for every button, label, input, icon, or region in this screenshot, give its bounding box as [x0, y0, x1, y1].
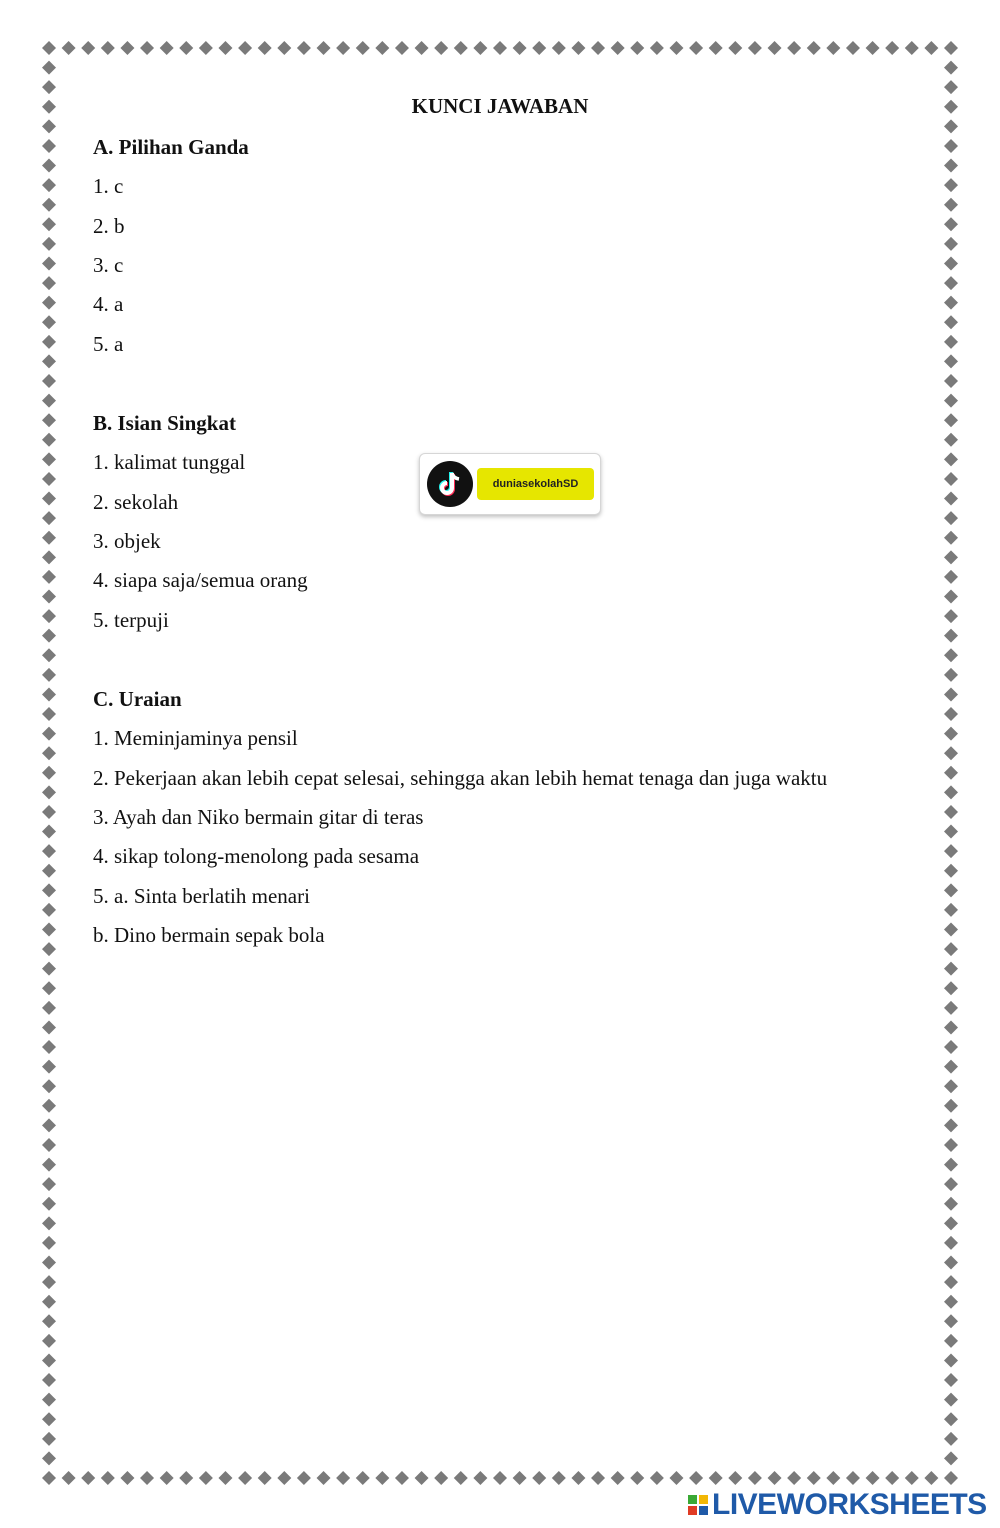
answer-item: 3. objek: [93, 529, 161, 553]
tiktok-badge: [419, 453, 601, 515]
border-diamond: [944, 1451, 958, 1465]
border-diamond: [924, 41, 938, 55]
border-diamond: [944, 1373, 958, 1387]
border-diamond: [944, 178, 958, 192]
border-diamond: [42, 511, 56, 525]
border-diamond: [42, 805, 56, 819]
liveworksheets-brand: LIVEWORKSHEETS: [712, 1488, 987, 1521]
border-diamond: [571, 1471, 585, 1485]
border-diamond: [42, 1295, 56, 1309]
border-diamond: [630, 41, 644, 55]
answer-item: 2. sekolah: [93, 490, 179, 514]
border-diamond: [42, 119, 56, 133]
border-diamond: [120, 1471, 134, 1485]
border-diamond: [81, 41, 95, 55]
border-diamond: [944, 844, 958, 858]
border-diamond: [807, 41, 821, 55]
answer-item: 1. kalimat tunggal: [93, 450, 246, 474]
border-diamond: [42, 1451, 56, 1465]
tiktok-icon: [427, 461, 473, 507]
border-diamond: [944, 315, 958, 329]
answer-item: b. Dino bermain sepak bola: [93, 923, 325, 947]
border-diamond: [42, 648, 56, 662]
border-diamond: [905, 41, 919, 55]
border-diamond: [944, 1079, 958, 1093]
border-diamond: [944, 1334, 958, 1348]
border-diamond: [297, 1471, 311, 1485]
border-diamond: [944, 962, 958, 976]
border-diamond: [317, 41, 331, 55]
border-diamond: [42, 1393, 56, 1407]
border-diamond: [42, 687, 56, 701]
border-diamond: [944, 413, 958, 427]
border-diamond: [905, 1471, 919, 1485]
border-diamond: [42, 1256, 56, 1270]
border-diamond: [454, 41, 468, 55]
border-diamond: [552, 41, 566, 55]
border-diamond: [944, 570, 958, 584]
border-diamond: [650, 1471, 664, 1485]
border-diamond: [944, 354, 958, 368]
border-diamond: [768, 1471, 782, 1485]
border-diamond: [42, 452, 56, 466]
border-diamond: [944, 727, 958, 741]
border-diamond: [42, 570, 56, 584]
border-diamond: [768, 41, 782, 55]
border-diamond: [277, 41, 291, 55]
border-diamond: [513, 1471, 527, 1485]
border-diamond: [866, 1471, 880, 1485]
border-diamond: [532, 1471, 546, 1485]
border-diamond: [611, 41, 625, 55]
border-diamond: [375, 41, 389, 55]
border-diamond: [944, 237, 958, 251]
border-diamond: [42, 1353, 56, 1367]
border-diamond: [924, 1471, 938, 1485]
border-diamond: [944, 256, 958, 270]
border-diamond: [42, 746, 56, 760]
answer-item: 3. Ayah dan Niko bermain gitar di teras: [93, 805, 424, 829]
border-diamond: [944, 61, 958, 75]
border-diamond: [415, 1471, 429, 1485]
border-diamond: [944, 80, 958, 94]
border-diamond: [42, 198, 56, 212]
border-diamond: [415, 41, 429, 55]
border-diamond: [42, 707, 56, 721]
border-diamond: [944, 1353, 958, 1367]
border-diamond: [944, 687, 958, 701]
border-diamond: [42, 276, 56, 290]
border-diamond: [944, 1432, 958, 1446]
border-diamond: [120, 41, 134, 55]
border-diamond: [42, 354, 56, 368]
border-diamond: [709, 41, 723, 55]
border-diamond: [42, 962, 56, 976]
border-diamond: [944, 1060, 958, 1074]
border-diamond: [434, 1471, 448, 1485]
border-diamond: [42, 315, 56, 329]
section-heading-pilihan-ganda: A. Pilihan Ganda: [93, 135, 249, 159]
border-diamond: [42, 531, 56, 545]
border-diamond: [944, 1275, 958, 1289]
border-diamond: [42, 80, 56, 94]
border-diamond: [42, 394, 56, 408]
border-diamond: [944, 1412, 958, 1426]
answer-item: 1. Meminjaminya pensil: [93, 726, 298, 750]
border-diamond: [42, 1236, 56, 1250]
border-diamond: [395, 1471, 409, 1485]
section-heading-uraian: C. Uraian: [93, 687, 182, 711]
border-diamond: [42, 609, 56, 623]
border-diamond: [944, 1138, 958, 1152]
border-diamond: [42, 374, 56, 388]
border-diamond: [944, 981, 958, 995]
border-diamond: [944, 825, 958, 839]
border-diamond: [42, 159, 56, 173]
border-diamond: [42, 589, 56, 603]
border-diamond: [944, 374, 958, 388]
border-diamond: [42, 825, 56, 839]
border-diamond: [591, 41, 605, 55]
border-diamond: [42, 864, 56, 878]
border-diamond: [728, 41, 742, 55]
border-diamond: [944, 1001, 958, 1015]
border-diamond: [944, 1471, 958, 1485]
border-diamond: [944, 198, 958, 212]
border-diamond: [179, 41, 193, 55]
border-diamond: [944, 648, 958, 662]
border-diamond: [748, 1471, 762, 1485]
border-diamond: [944, 472, 958, 486]
tiktok-handle: duniasekolahSD: [477, 468, 594, 500]
border-diamond: [473, 41, 487, 55]
border-diamond: [42, 1432, 56, 1446]
border-diamond: [395, 41, 409, 55]
border-diamond: [944, 394, 958, 408]
border-diamond: [42, 1079, 56, 1093]
border-diamond: [944, 805, 958, 819]
border-diamond: [473, 1471, 487, 1485]
border-diamond: [218, 1471, 232, 1485]
border-diamond: [591, 1471, 605, 1485]
border-diamond: [42, 1471, 56, 1485]
border-diamond: [709, 1471, 723, 1485]
border-diamond: [944, 159, 958, 173]
border-diamond: [42, 41, 56, 55]
border-diamond: [944, 746, 958, 760]
border-diamond: [944, 1295, 958, 1309]
border-diamond: [944, 609, 958, 623]
border-diamond: [513, 41, 527, 55]
border-diamond: [885, 1471, 899, 1485]
border-diamond: [336, 1471, 350, 1485]
border-diamond: [944, 335, 958, 349]
border-diamond: [160, 1471, 174, 1485]
border-diamond: [434, 41, 448, 55]
border-diamond: [179, 1471, 193, 1485]
border-diamond: [356, 1471, 370, 1485]
border-diamond: [944, 1118, 958, 1132]
border-diamond: [944, 668, 958, 682]
border-diamond: [944, 296, 958, 310]
border-diamond: [199, 41, 213, 55]
border-diamond: [42, 139, 56, 153]
border-diamond: [944, 1197, 958, 1211]
border-diamond: [42, 61, 56, 75]
answer-item: 4. sikap tolong-menolong pada sesama: [93, 844, 420, 868]
border-diamond: [101, 1471, 115, 1485]
border-diamond: [42, 433, 56, 447]
border-diamond: [944, 452, 958, 466]
border-diamond: [81, 1471, 95, 1485]
border-diamond: [140, 41, 154, 55]
border-diamond: [42, 1158, 56, 1172]
answer-item: 2. Pekerjaan akan lebih cepat selesai, sehingga akan lebih hemat tenaga dan juga waktu: [93, 766, 828, 790]
border-diamond: [238, 41, 252, 55]
border-diamond: [42, 550, 56, 564]
border-diamond: [807, 1471, 821, 1485]
border-diamond: [748, 41, 762, 55]
border-diamond: [297, 41, 311, 55]
border-diamond: [42, 942, 56, 956]
border-diamond: [493, 1471, 507, 1485]
border-diamond: [42, 335, 56, 349]
border-diamond: [454, 1471, 468, 1485]
border-diamond: [944, 276, 958, 290]
border-diamond: [944, 531, 958, 545]
border-diamond: [846, 1471, 860, 1485]
border-diamond: [42, 785, 56, 799]
border-diamond: [356, 41, 370, 55]
liveworksheets-logo[interactable]: [688, 1486, 987, 1524]
border-diamond: [160, 41, 174, 55]
answer-item: 2. b: [93, 214, 125, 238]
border-diamond: [944, 139, 958, 153]
border-diamond: [944, 217, 958, 231]
border-diamond: [199, 1471, 213, 1485]
border-diamond: [42, 883, 56, 897]
border-diamond: [42, 1099, 56, 1113]
border-diamond: [42, 981, 56, 995]
border-diamond: [826, 41, 840, 55]
border-diamond: [42, 1334, 56, 1348]
border-diamond: [846, 41, 860, 55]
border-diamond: [787, 41, 801, 55]
border-diamond: [42, 256, 56, 270]
answer-item: 1. c: [93, 174, 124, 198]
border-diamond: [218, 41, 232, 55]
border-diamond: [336, 41, 350, 55]
border-diamond: [944, 766, 958, 780]
border-diamond: [140, 1471, 154, 1485]
border-diamond: [238, 1471, 252, 1485]
border-diamond: [552, 1471, 566, 1485]
page-title: KUNCI JAWABAN: [411, 94, 589, 118]
border-diamond: [944, 1040, 958, 1054]
border-diamond: [944, 492, 958, 506]
border-diamond: [944, 923, 958, 937]
border-diamond: [42, 492, 56, 506]
border-diamond: [42, 629, 56, 643]
border-diamond: [42, 1118, 56, 1132]
border-diamond: [944, 119, 958, 133]
border-diamond: [630, 1471, 644, 1485]
border-diamond: [944, 1236, 958, 1250]
border-diamond: [42, 727, 56, 741]
border-diamond: [787, 1471, 801, 1485]
border-diamond: [689, 1471, 703, 1485]
border-diamond: [42, 844, 56, 858]
border-diamond: [42, 1040, 56, 1054]
border-diamond: [42, 1060, 56, 1074]
border-diamond: [944, 629, 958, 643]
border-diamond: [42, 413, 56, 427]
border-diamond: [944, 903, 958, 917]
border-diamond: [944, 41, 958, 55]
answer-item: 3. c: [93, 253, 124, 277]
border-diamond: [258, 1471, 272, 1485]
border-diamond: [944, 1216, 958, 1230]
border-diamond: [42, 472, 56, 486]
border-diamond: [944, 1256, 958, 1270]
border-diamond: [728, 1471, 742, 1485]
border-diamond: [42, 1020, 56, 1034]
border-diamond: [42, 1314, 56, 1328]
section-heading-isian-singkat: B. Isian Singkat: [93, 411, 236, 435]
answer-item: 4. siapa saja/semua orang: [93, 568, 308, 592]
border-diamond: [42, 1373, 56, 1387]
border-diamond: [42, 237, 56, 251]
border-diamond: [944, 550, 958, 564]
border-diamond: [42, 1001, 56, 1015]
answer-item: 4. a: [93, 292, 124, 316]
border-diamond: [42, 766, 56, 780]
border-diamond: [42, 217, 56, 231]
border-diamond: [944, 883, 958, 897]
border-diamond: [42, 903, 56, 917]
border-diamond: [689, 41, 703, 55]
border-diamond: [944, 1099, 958, 1113]
border-diamond: [669, 41, 683, 55]
border-diamond: [42, 1138, 56, 1152]
answer-item: 5. terpuji: [93, 608, 169, 632]
border-diamond: [42, 296, 56, 310]
border-diamond: [42, 1275, 56, 1289]
border-diamond: [258, 41, 272, 55]
border-diamond: [866, 41, 880, 55]
border-diamond: [62, 1471, 76, 1485]
border-diamond: [42, 668, 56, 682]
liveworksheets-icon: [688, 1495, 708, 1515]
border-diamond: [944, 1177, 958, 1191]
border-diamond: [944, 942, 958, 956]
border-diamond: [42, 1412, 56, 1426]
border-diamond: [42, 1216, 56, 1230]
border-diamond: [944, 1020, 958, 1034]
border-diamond: [826, 1471, 840, 1485]
border-diamond: [944, 1393, 958, 1407]
border-diamond: [650, 41, 664, 55]
border-diamond: [885, 41, 899, 55]
border-diamond: [944, 707, 958, 721]
border-diamond: [375, 1471, 389, 1485]
border-diamond: [944, 1314, 958, 1328]
border-diamond: [42, 923, 56, 937]
answer-item: 5. a. Sinta berlatih menari: [93, 884, 310, 908]
border-diamond: [317, 1471, 331, 1485]
border-diamond: [944, 433, 958, 447]
border-diamond: [42, 1177, 56, 1191]
border-diamond: [493, 41, 507, 55]
border-diamond: [944, 785, 958, 799]
border-diamond: [62, 41, 76, 55]
border-diamond: [42, 178, 56, 192]
border-diamond: [944, 1158, 958, 1172]
border-diamond: [277, 1471, 291, 1485]
answer-item: 5. a: [93, 332, 124, 356]
border-diamond: [101, 41, 115, 55]
border-diamond: [532, 41, 546, 55]
border-diamond: [944, 864, 958, 878]
border-diamond: [669, 1471, 683, 1485]
border-diamond: [944, 511, 958, 525]
border-diamond: [944, 589, 958, 603]
border-diamond: [571, 41, 585, 55]
border-diamond: [42, 1197, 56, 1211]
border-diamond: [611, 1471, 625, 1485]
